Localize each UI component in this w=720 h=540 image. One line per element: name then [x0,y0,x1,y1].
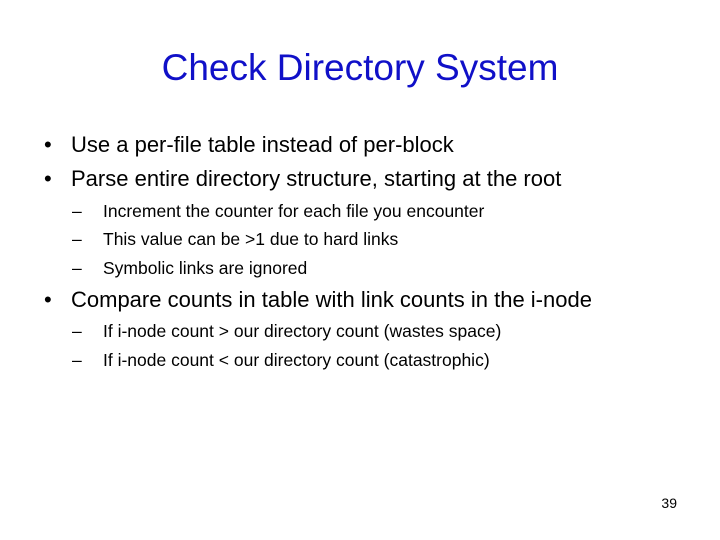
sub-bullet-marker: – [72,201,82,221]
sub-bullet-marker: – [72,229,82,249]
bullet-text: Compare counts in table with link counts in the i-node [71,287,592,312]
bullet-marker: • [44,287,52,312]
slide-title: Check Directory System [161,47,559,88]
bullet-item [44,131,454,159]
sub-bullet-marker: – [72,350,82,370]
bullet-item [44,165,561,193]
sub-bullet-item [72,257,307,279]
page-number: 39 [661,495,677,511]
bullet-item [44,286,592,314]
sub-bullet-text: This value can be >1 due to hard links [103,229,399,249]
sub-bullet-item [72,200,484,222]
sub-bullet-item [72,320,501,342]
sub-bullet-item [72,228,398,250]
bullet-marker: • [44,166,52,191]
sub-bullet-marker: – [72,321,82,341]
sub-bullet-item [72,349,490,371]
sub-bullet-text: Symbolic links are ignored [103,258,308,278]
sub-bullet-text: If i-node count > our directory count (wastes space) [103,321,502,341]
bullet-marker: • [44,132,52,157]
bullet-text: Use a per-file table instead of per-block [71,132,454,157]
sub-bullet-marker: – [72,258,82,278]
sub-bullet-text: Increment the counter for each file you encounter [103,201,485,221]
bullet-text: Parse entire directory structure, starting at the root [71,166,562,191]
sub-bullet-text: If i-node count < our directory count (catastrophic) [103,350,490,370]
